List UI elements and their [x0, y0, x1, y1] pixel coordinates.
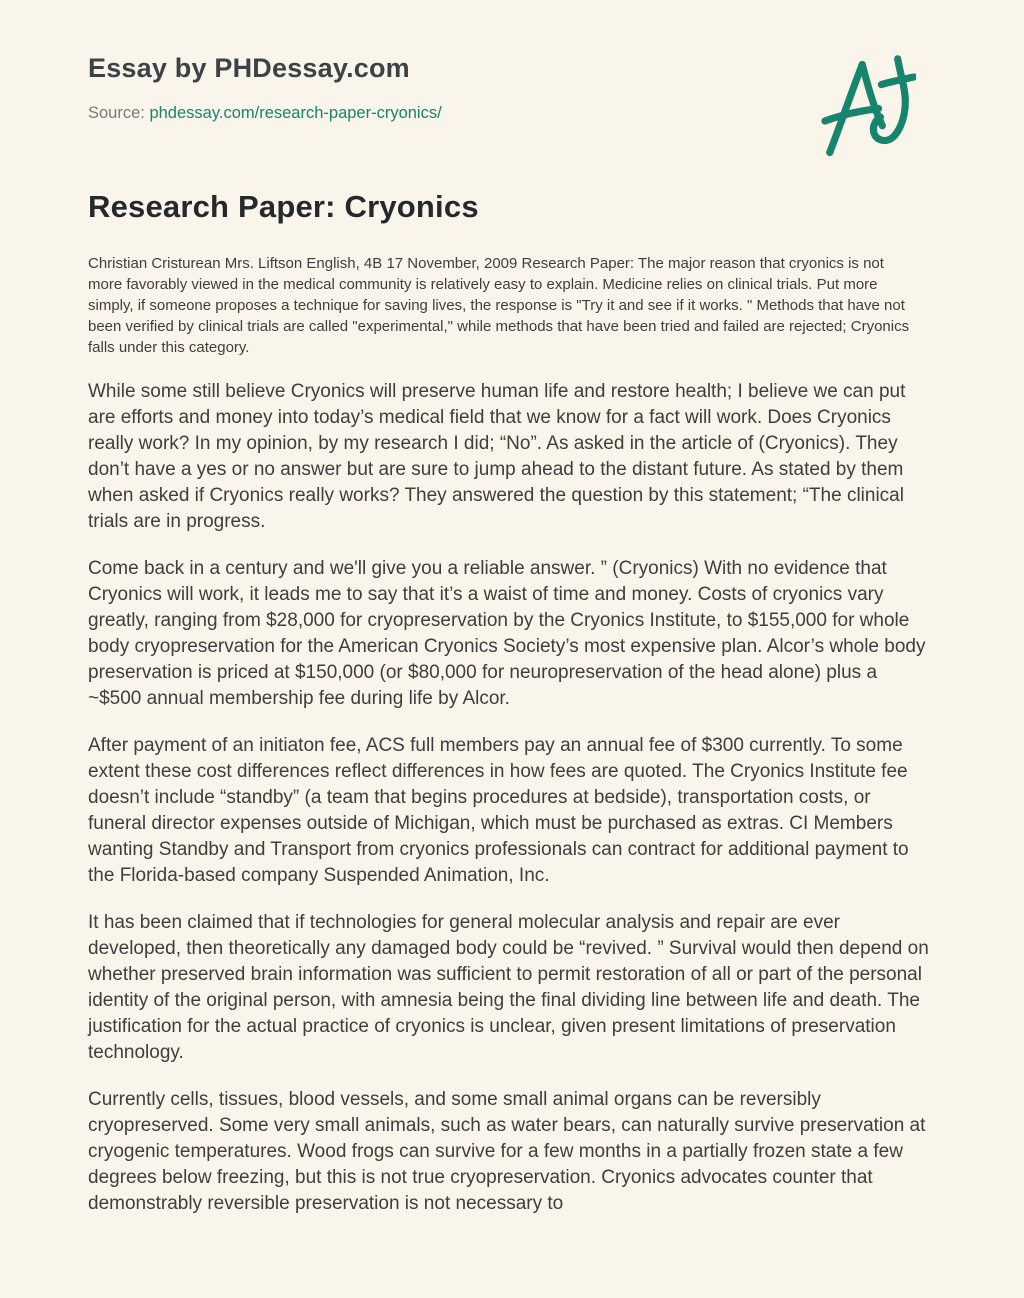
source-label: Source: [88, 104, 150, 122]
essay-intro-paragraph: Christian Cristurean Mrs. Liftson English, 4B 17 November, 2009 Research Paper: The major reason that cryonics is not more favorably viewed in the medical community is relatively easy to explain. Medicine relies on clinical trials. Put more simply, if someone proposes a technique for saving lives, the response is "Try it and see if it works. " Methods that have not been verified by clinical trials are called "experimental," while methods that have been tried and failed are rejected; Cryonics falls under this category. [88, 255, 910, 356]
a-plus-logo-icon [820, 54, 916, 164]
source-link[interactable]: phdessay.com/research-paper-cryonics/ [149, 104, 442, 122]
essay-paragraph-3: After payment of an initiaton fee, ACS full members pay an annual fee of $300 currently. To some extent these cost differences reflect differences in how fees are quoted. The Cryonics Institute fee doesn’t include “standby” (a team that begins procedures at bedside), transportation costs, or funeral director expenses outside of Michigan, which must be purchased as extras. CI Members wanting Standby and Transport from cryonics professionals can contract for additional payment to the Florida-based company Suspended Animation, Inc. [88, 735, 909, 886]
essay-paragraph-1: While some still believe Cryonics will preserve human life and restore health; I believe we can put are efforts and money into today’s medical field that we know for a fact will work. Does Cryonics really work? In my opinion, by my research I did; “No”. As asked in the article of (Cryonics). They don’t have a yes or no answer but are sure to jump ahead to the distant future. As stated by them when asked if Cryonics really works? They answered the question by this statement; “The clinical trials are in progress. [88, 381, 906, 532]
page-title: Research Paper: Cryonics [88, 189, 479, 224]
brand-title: Essay by PHDessay.com [88, 53, 410, 83]
essay-paragraph-4: It has been claimed that if technologies for general molecular analysis and repair are ever developed, then theoretically any damaged body could be “revived. ” Survival would then depend on whether preserved brain information was sufficient to permit restoration of all or part of the personal identity of the original person, with amnesia being the final dividing line between life and death. The justification for the actual practice of cryonics is unclear, given present limitations of preservation technology. [88, 912, 929, 1063]
essay-paragraph-2: Come back in a century and we'll give you a reliable answer. ” (Cryonics) With no evidence that Cryonics will work, it leads me to say that it’s a waist of time and money. Costs of cryonics vary greatly, ranging from $28,000 for cryopreservation by the Cryonics Institute, to $155,000 for whole body cryopreservation for the American Cryonics Society’s most expensive plan. Alcor’s whole body preservation is priced at $150,000 (or $80,000 for neuropreservation of the head alone) plus a ~$500 annual membership fee during life by Alcor. [88, 558, 926, 709]
essay-paragraph-5: Currently cells, tissues, blood vessels, and some small animal organs can be reversibly cryopreserved. Some very small animals, such as water bears, can naturally survive preservation at cryogenic temperatures. Wood frogs can survive for a few months in a partially frozen state a few degrees below freezing, but this is not true cryopreservation. Cryonics advocates counter that demonstrably reversible preservation is not necessary to [88, 1089, 926, 1214]
masthead [88, 52, 936, 124]
source-row [88, 102, 936, 124]
